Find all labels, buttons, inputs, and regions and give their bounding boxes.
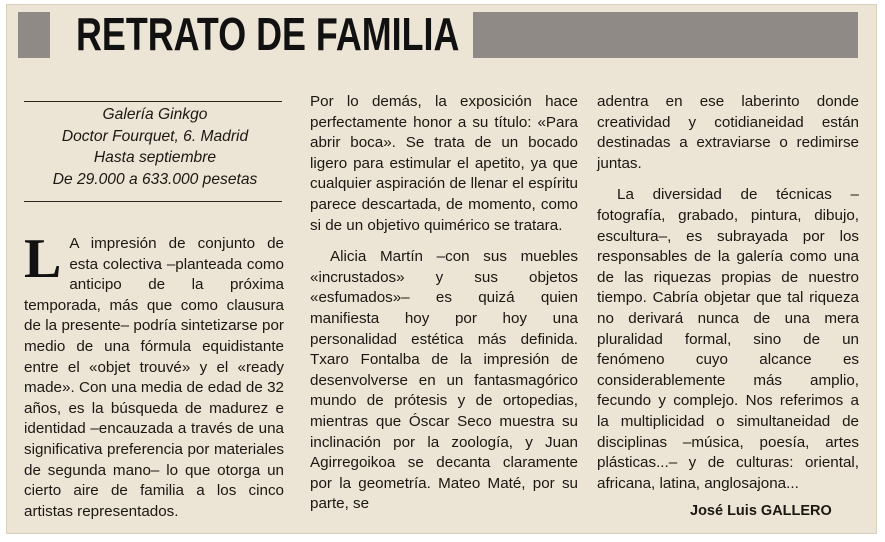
- price-range: De 29.000 a 633.000 pesetas: [52, 170, 258, 188]
- paragraph-title-comment: Por lo demás, la exposición hace perfectamente honor a su título: «Para abrir boca». Se trata de un bocado ligero para estimular el apetito, ya que cualquier aspiración de llenar el espíritu parece descartada, de momento, como si de un objetivo quimérico se tratara.: [310, 93, 578, 234]
- column-2: [310, 92, 578, 515]
- gallery-name: Galería Ginkgo: [102, 106, 208, 123]
- paragraph-artists: Alicia Martín –con sus muebles «incrustados» y sus objetos «esfumados»– es quizá quien manifiesta hoy por hoy una personalidad estética más definida. Txaro Fontalba de la impresión de desenvolverse en un fantasmagórico mundo de prótesis y de ortopedias, mientras que Óscar Seco muestra su inclinación por la zoología, y Juan Agirregoikoa se decanta claramente por la geometría. Mateo Maté, por su parte, se: [310, 248, 578, 513]
- paragraph-techniques: La diversidad de técnicas –fotografía, grabado, pintura, dibujo, escultura–, es subrayada por los responsables de la galería como una de las riquezas propias de nuestro tiempo. Cabría objetar que tal riqueza no derivará nunca de una mera pluralidad formal, sino de un fenómeno cuyo alcance es considerablemente más amplio, fecundo y complejo. Nos referimos a la multiplicidad o simultaneidad de disciplinas –música, poesía, artes plásticas...– y de culturas: oriental, africana, latina, anglosajona...: [597, 186, 859, 492]
- paragraph-intro: [24, 228, 284, 522]
- drop-cap: L: [24, 228, 62, 290]
- info-bottom-rule: [24, 201, 282, 202]
- article-title: RETRATO DE FAMILIA: [76, 8, 460, 60]
- gallery-address: Doctor Fourquet, 6. Madrid: [61, 127, 249, 145]
- paragraph-labyrinth: adentra en ese laberinto donde creatividad y cotidianeidad están destinadas a extraviarse o redimirse juntas.: [597, 93, 859, 172]
- column-3: [597, 92, 859, 494]
- header-bar-right: [473, 12, 858, 58]
- exhibition-info: [24, 104, 286, 190]
- info-top-rule: [24, 101, 282, 102]
- column-1: [24, 228, 284, 522]
- paragraph-intro-text: A impresión de conjunto de esta colectiva –planteada como anticipo de la próxima temporada, más que como clausura de la presente– podría sintetizarse por medio de una fórmula equidistante entre el «objet trouvé» y el «ready made». Con una media de edad de 32 años, es la búsqueda de madurez e identidad –encauzada a través de una significativa preferencia por materiales de segunda mano– lo que otorga un cierto aire de familia a los cinco artistas representados.: [24, 235, 284, 520]
- header-bar-left: [18, 12, 50, 58]
- exhibition-dates: Hasta septiembre: [93, 149, 217, 166]
- author-byline: José Luis GALLERO: [690, 503, 832, 519]
